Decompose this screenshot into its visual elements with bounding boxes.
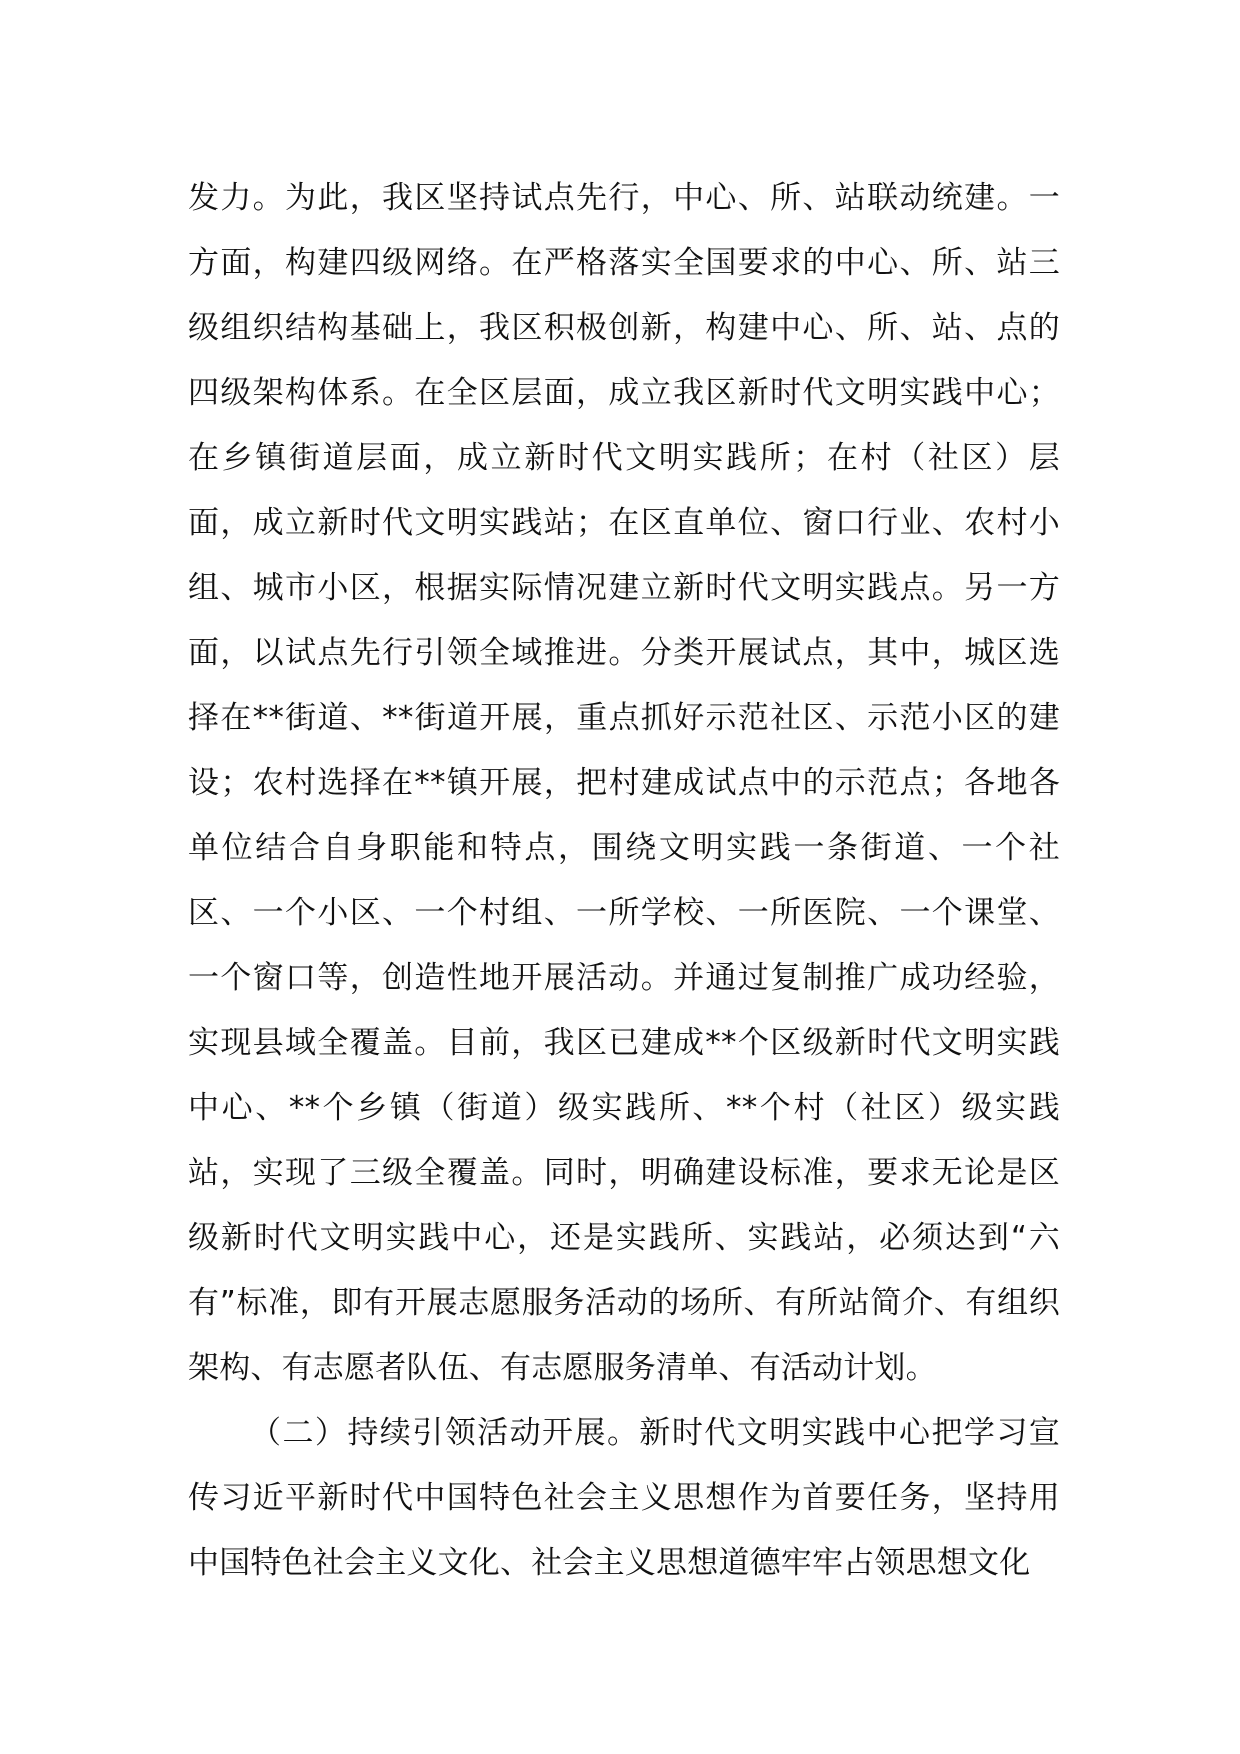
body-paragraph-1: 发力。为此，我区坚持试点先行，中心、所、站联动统建。一方面，构建四级网络。在严格落实全国要求的中心、所、站三级组织结构基础上，我区积极创新，构建中心、所、站、点的四级架构体系。在全区层面，成立我区新时代文明实践中心；在乡镇街道层面，成立新时代文明实践所；在村（社区）层面，成立新时代文明实践站；在区直单位、窗口行业、农村小组、城市小区，根据实际情况建立新时代文明实践点。另一方面，以试点先行引领全域推进。分类开展试点，其中，城区选择在**街道、**街道开展，重点抓好示范社区、示范小区的建设；农村选择在**镇开展，把村建成试点中的示范点；各地各单位结合自身职能和特点，围绕文明实践一条街道、一个社区、一个小区、一个村组、一所学校、一所医院、一个课堂、一个窗口等，创造性地开展活动。并通过复制推广成功经验，实现县域全覆盖。目前，我区已建成**个区级新时代文明实践中心、**个乡镇（街道）级实践所、**个村（社区）级实践站，实现了三级全覆盖。同时，明确建设标准，要求无论是区级新时代文明实践中心，还是实践所、实践站，必须达到“六有”标准，即有开展志愿服务活动的场所、有所站简介、有组织架构、有志愿者队伍、有志愿服务清单、有活动计划。: [188, 180, 1060, 1386]
document-body: [188, 166, 1060, 1596]
body-paragraph-2: （二）持续引领活动开展。新时代文明实践中心把学习宣传习近平新时代中国特色社会主义思想作为首要任务，坚持用中国特色社会主义文化、社会主义思想道德牢牢占领思想文化: [188, 1415, 1060, 1581]
